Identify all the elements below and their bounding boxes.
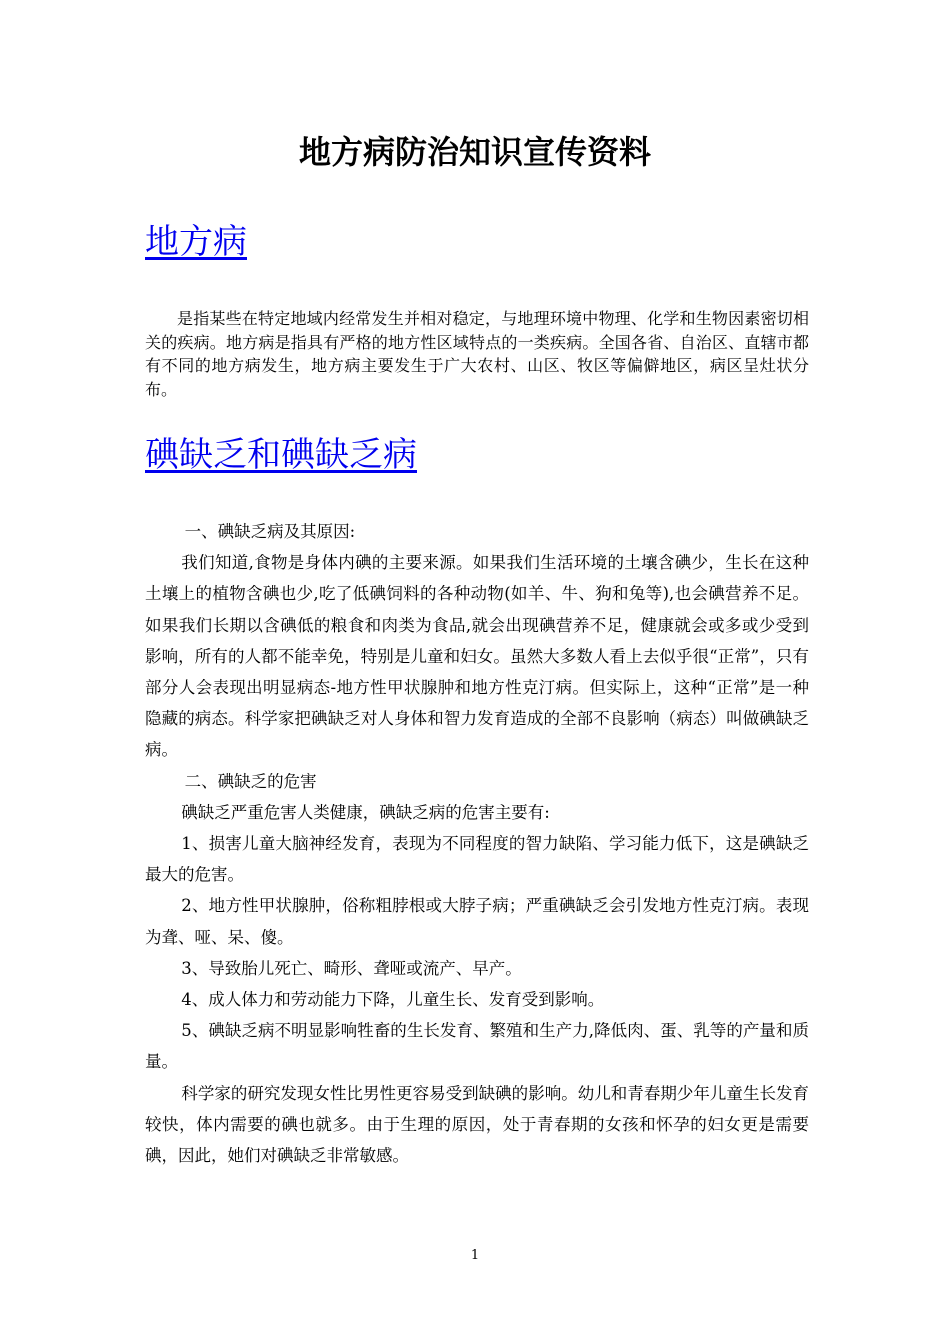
endemic-disease-definition: 是指某些在特定地域内经常发生并相对稳定，与地理环境中物理、化学和生物因素密切相关的疾病。地方病是指具有严格的地方性区域特点的一类疾病。全国各省、自治区、直辖市都有不同的地方病发生，地方病主要发生于广大农村、山区、牧区等偏僻地区，病区呈灶状分布。: [145, 309, 809, 399]
paragraph-hazards-intro: 碘缺乏严重危害人类健康，碘缺乏病的危害主要有:: [181, 802, 550, 822]
iodine-deficiency-body: [145, 516, 809, 1171]
paragraph-women-sensitivity: 科学家的研究发现女性比男性更容易受到缺碘的影响。幼儿和青春期少年儿童生长发育较快，体内需要的碘也就多。由于生理的原因，处于青春期的女孩和怀孕的妇女更是需要碘，因此，她们对碘缺乏非常敏感。: [145, 1083, 809, 1166]
list-item-hazard-1: 1、损害儿童大脑神经发育，表现为不同程度的智力缺陷、学习能力低下，这是碘缺乏最大的危害。: [145, 834, 809, 885]
list-item-hazard-4: 4、成人体力和劳动能力下降，儿童生长、发育受到影响。: [181, 990, 605, 1010]
list-item-hazard-3: 3、导致胎儿死亡、畸形、聋哑或流产、早产。: [181, 958, 522, 978]
section-heading-iodine-deficiency[interactable]: 碘缺乏和碘缺乏病: [145, 435, 417, 475]
document-title: 地方病防治知识宣传资料: [298, 133, 651, 171]
subheading-hazards: 二、碘缺乏的危害: [184, 771, 317, 791]
page-number: 1: [470, 1248, 480, 1263]
list-item-hazard-5: 5、碘缺乏病不明显影响牲畜的生长发育、繁殖和生产力,降低肉、蛋、乳等的产量和质量。: [145, 1021, 809, 1072]
list-item-hazard-2: 2、地方性甲状腺肿，俗称粗脖根或大脖子病；严重碘缺乏会引发地方性克汀病。表现为聋、哑、呆、傻。: [145, 896, 809, 947]
subheading-causes: 一、碘缺乏病及其原因:: [184, 522, 356, 541]
paragraph-causes: 我们知道,食物是身体内碘的主要来源。如果我们生活环境的土壤含碘少，生长在这种土壤上的植物含碘也少,吃了低碘饲料的各种动物(如羊、牛、狗和兔等),也会碘营养不足。如果我们长期以含碘低的粮食和肉类为食品,就会出现碘营养不足，健康就会或多或少受到影响，所有的人都不能幸免，特别是儿童和妇女。虽然大多数人看上去似乎很“正常”，只有部分人会表现出明显病态-地方性甲状腺肿和地方性克汀病。但实际上，这种“正常”是一种隐藏的病态。科学家把碘缺乏对人身体和智力发育造成的全部不良影响（病态）叫做碘缺乏病。: [145, 553, 809, 760]
section-heading-endemic-disease[interactable]: 地方病: [145, 222, 247, 262]
